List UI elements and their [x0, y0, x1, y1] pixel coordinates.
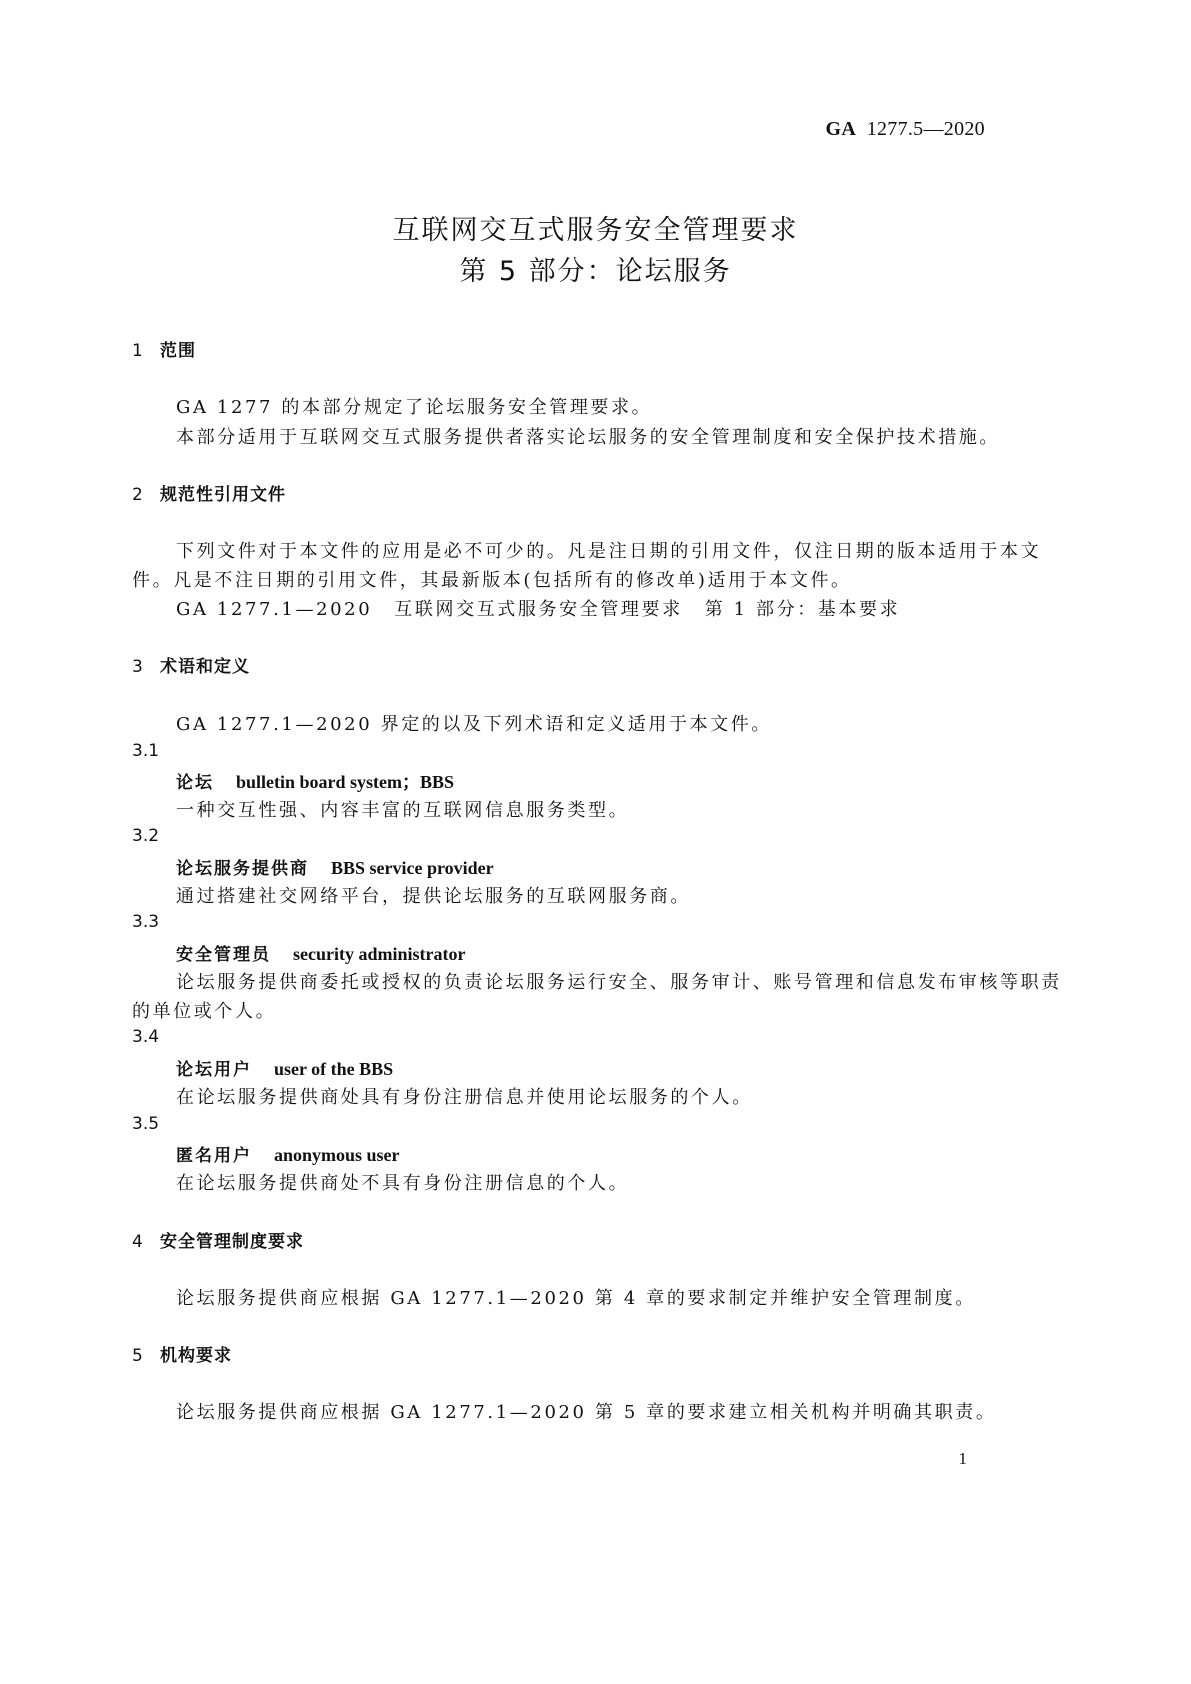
- section-title: 机构要求: [160, 1346, 232, 1366]
- term-number: 3.5: [132, 1114, 160, 1134]
- section-2-heading: [132, 480, 286, 505]
- term-entry: [176, 768, 454, 794]
- term-definition-line-1: 论坛服务提供商委托或授权的负责论坛服务运行安全、服务审计、账号管理和信息发布审核等职责: [176, 972, 1062, 993]
- term-en: bulletin board system；BBS: [236, 772, 455, 792]
- term-number: 3.1: [132, 741, 160, 761]
- section-1-heading: [132, 336, 196, 361]
- term-zh: 论坛用户: [176, 1060, 252, 1080]
- term-number: 3.2: [132, 826, 160, 846]
- section-number: 5: [132, 1346, 144, 1366]
- section-title: 规范性引用文件: [160, 485, 286, 505]
- standard-number: 1277.5—2020: [866, 118, 985, 140]
- section-title: 术语和定义: [160, 657, 250, 677]
- term-definition: 一种交互性强、内容丰富的互联网信息服务类型。: [176, 800, 630, 821]
- reference-code: GA 1277.1—2020: [176, 599, 373, 620]
- term-zh: 安全管理员: [176, 945, 271, 965]
- document-title: 互联网交互式服务安全管理要求: [392, 215, 799, 246]
- section-number: 3: [132, 657, 144, 677]
- term-zh: 匿名用户: [176, 1146, 252, 1166]
- standard-prefix: GA: [825, 118, 857, 140]
- section-number: 4: [132, 1232, 144, 1252]
- section-5-paragraph: 论坛服务提供商应根据 GA 1277.1—2020 第 5 章的要求建立相关机构并明确其职责。: [176, 1402, 997, 1423]
- section-title: 范围: [160, 341, 196, 361]
- section-4-paragraph: 论坛服务提供商应根据 GA 1277.1—2020 第 4 章的要求制定并维护安全管理制度。: [176, 1288, 976, 1309]
- term-en: security administrator: [293, 944, 466, 964]
- term-number: 3.4: [132, 1027, 160, 1047]
- section-1-paragraph-2: 本部分适用于互联网交互式服务提供者落实论坛服务的安全管理制度和安全保护技术措施。: [176, 427, 1000, 448]
- term-en: user of the BBS: [274, 1059, 394, 1079]
- section-3-intro: GA 1277.1—2020 界定的以及下列术语和定义适用于本文件。: [176, 714, 773, 735]
- section-4-heading: [132, 1227, 304, 1252]
- term-entry: [176, 940, 465, 965]
- term-definition: 在论坛服务提供商处具有身份注册信息并使用论坛服务的个人。: [176, 1087, 753, 1108]
- term-definition: 通过搭建社交网络平台，提供论坛服务的互联网服务商。: [176, 886, 691, 907]
- section-2-paragraph-line-1: 下列文件对于本文件的应用是必不可少的。凡是注日期的引用文件，仅注日期的版本适用于本文: [176, 541, 1042, 562]
- section-2-paragraph-line-2: 件。凡是不注日期的引用文件，其最新版本(包括所有的修改单)适用于本文件。: [132, 570, 852, 591]
- term-zh: 论坛服务提供商: [176, 859, 309, 879]
- normative-reference: [176, 595, 900, 621]
- term-number: 3.3: [132, 912, 160, 932]
- standard-code: [825, 118, 985, 141]
- page-number: 1: [958, 1449, 967, 1468]
- section-number: 1: [132, 341, 144, 361]
- term-entry: [176, 1055, 393, 1080]
- document-subtitle: 第 5 部分：论坛服务: [459, 256, 732, 287]
- term-zh: 论坛: [176, 773, 214, 793]
- term-en: anonymous user: [274, 1145, 400, 1165]
- reference-title: 互联网交互式服务安全管理要求: [394, 599, 683, 620]
- section-3-heading: [132, 652, 250, 677]
- section-number: 2: [132, 485, 144, 505]
- term-entry: [176, 854, 494, 879]
- section-title: 安全管理制度要求: [160, 1232, 304, 1252]
- section-5-heading: [132, 1341, 232, 1366]
- reference-part: 第 1 部分：基本要求: [704, 599, 901, 620]
- term-en: BBS service provider: [331, 858, 494, 878]
- term-entry: [176, 1141, 400, 1166]
- term-definition-line-2: 的单位或个人。: [132, 1001, 277, 1022]
- term-definition: 在论坛服务提供商处不具有身份注册信息的个人。: [176, 1173, 630, 1194]
- section-1-paragraph-1: GA 1277 的本部分规定了论坛服务安全管理要求。: [176, 397, 653, 418]
